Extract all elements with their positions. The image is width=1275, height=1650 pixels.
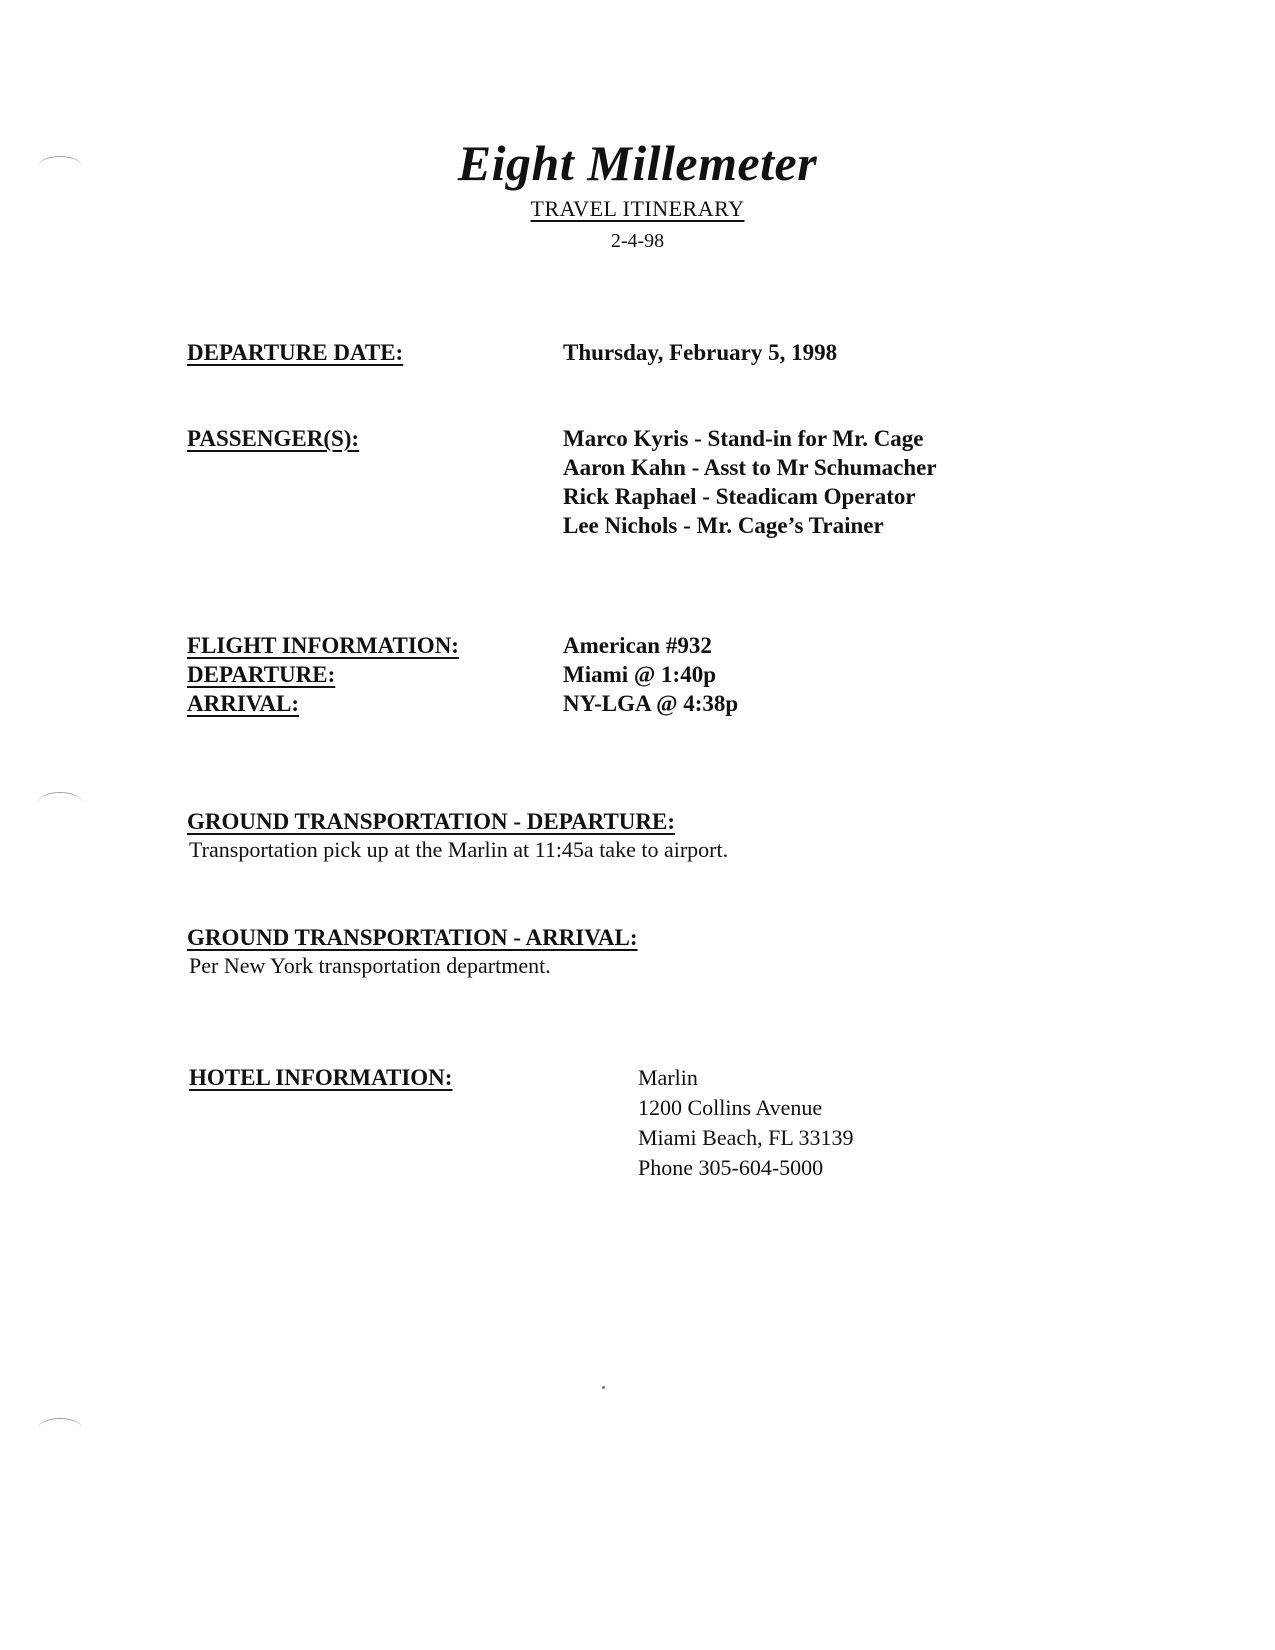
hotel-address-block [638, 1063, 854, 1183]
hotel-street: 1200 Collins Avenue [638, 1095, 823, 1120]
flight-arrival-value: NY-LGA @ 4:38p [563, 691, 739, 716]
document-title: Eight Millemeter [457, 135, 818, 191]
passenger-item: Lee Nichols - Mr. Cage’s Trainer [563, 513, 884, 538]
passenger-item: Rick Raphael - Steadicam Operator [563, 484, 916, 509]
departure-date-value: Thursday, February 5, 1998 [563, 340, 838, 365]
passenger-item: Aaron Kahn - Asst to Mr Schumacher [563, 455, 937, 480]
passengers-label: PASSENGER(S): [187, 426, 360, 451]
ground-departure-text: Transportation pick up at the Marlin at 11:45a take to airport. [189, 837, 729, 862]
flight-arrival-label: ARRIVAL: [187, 691, 300, 716]
flight-information-value: American #932 [563, 633, 712, 658]
passenger-list [563, 424, 937, 540]
ground-departure-label: GROUND TRANSPORTATION - DEPARTURE: [187, 809, 676, 834]
departure-date-label: DEPARTURE DATE: [187, 340, 404, 365]
document-date: 2-4-98 [610, 230, 665, 252]
hotel-information-label: HOTEL INFORMATION: [189, 1065, 453, 1090]
hotel-city: Miami Beach, FL 33139 [638, 1125, 854, 1150]
hotel-name: Marlin [638, 1065, 698, 1090]
flight-departure-label: DEPARTURE: [187, 662, 336, 687]
ground-arrival-label: GROUND TRANSPORTATION - ARRIVAL: [187, 925, 638, 950]
document-subtitle: TRAVEL ITINERARY [530, 196, 745, 221]
flight-information-label: FLIGHT INFORMATION: [187, 633, 459, 658]
scan-speck [602, 1386, 605, 1389]
punch-hole-mark [38, 1418, 82, 1439]
ground-arrival-text: Per New York transportation department. [189, 953, 551, 978]
punch-hole-mark [38, 792, 82, 813]
flight-departure-value: Miami @ 1:40p [563, 662, 716, 687]
passenger-item: Marco Kyris - Stand-in for Mr. Cage [563, 426, 924, 451]
hotel-phone: Phone 305-604-5000 [638, 1155, 824, 1180]
